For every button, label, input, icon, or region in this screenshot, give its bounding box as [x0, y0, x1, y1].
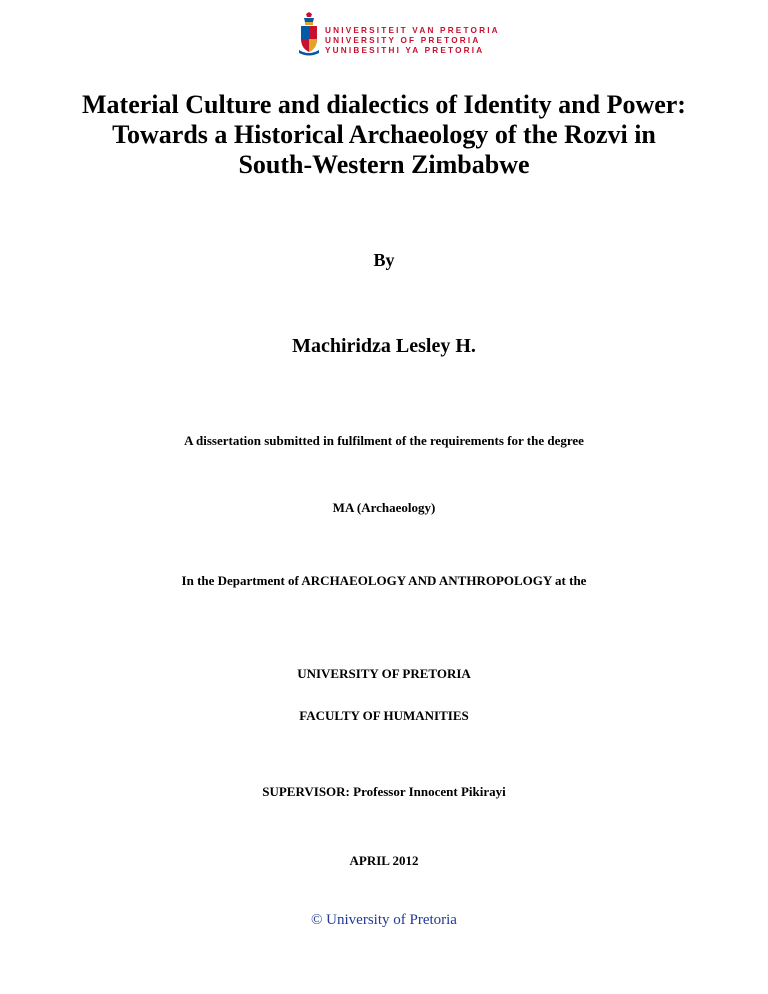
title-line-1: Material Culture and dialectics of Identity and Power:: [82, 90, 686, 119]
submission-date: APRIL 2012: [349, 853, 419, 868]
copyright-footer: © University of Pretoria: [311, 912, 457, 928]
university-name: UNIVERSITY OF PRETORIA: [297, 666, 471, 681]
supervisor-line: SUPERVISOR: Professor Innocent Pikirayi: [262, 784, 506, 799]
thesis-title: [60, 90, 708, 180]
department-statement: In the Department of ARCHAEOLOGY AND ANTHROPOLOGY at the: [181, 573, 587, 588]
logo-line-afrikaans: UNIVERSITEIT VAN PRETORIA: [325, 26, 500, 35]
by-label: By: [373, 250, 395, 270]
logo-line-sepedi: YUNIBESITHI YA PRETORIA: [325, 46, 485, 55]
university-logo: [298, 12, 498, 64]
degree-name: MA (Archaeology): [332, 500, 436, 515]
author-name: Machiridza Lesley H.: [292, 335, 476, 357]
university-crest-icon: [298, 12, 320, 56]
submission-statement: A dissertation submitted in fulfilment of the requirements for the degree: [184, 433, 584, 448]
faculty-name: FACULTY OF HUMANITIES: [299, 708, 469, 723]
title-line-3: South-Western Zimbabwe: [238, 150, 530, 179]
logo-line-english: UNIVERSITY OF PRETORIA: [325, 36, 481, 45]
title-line-2: Towards a Historical Archaeology of the Rozvi in: [112, 120, 656, 149]
